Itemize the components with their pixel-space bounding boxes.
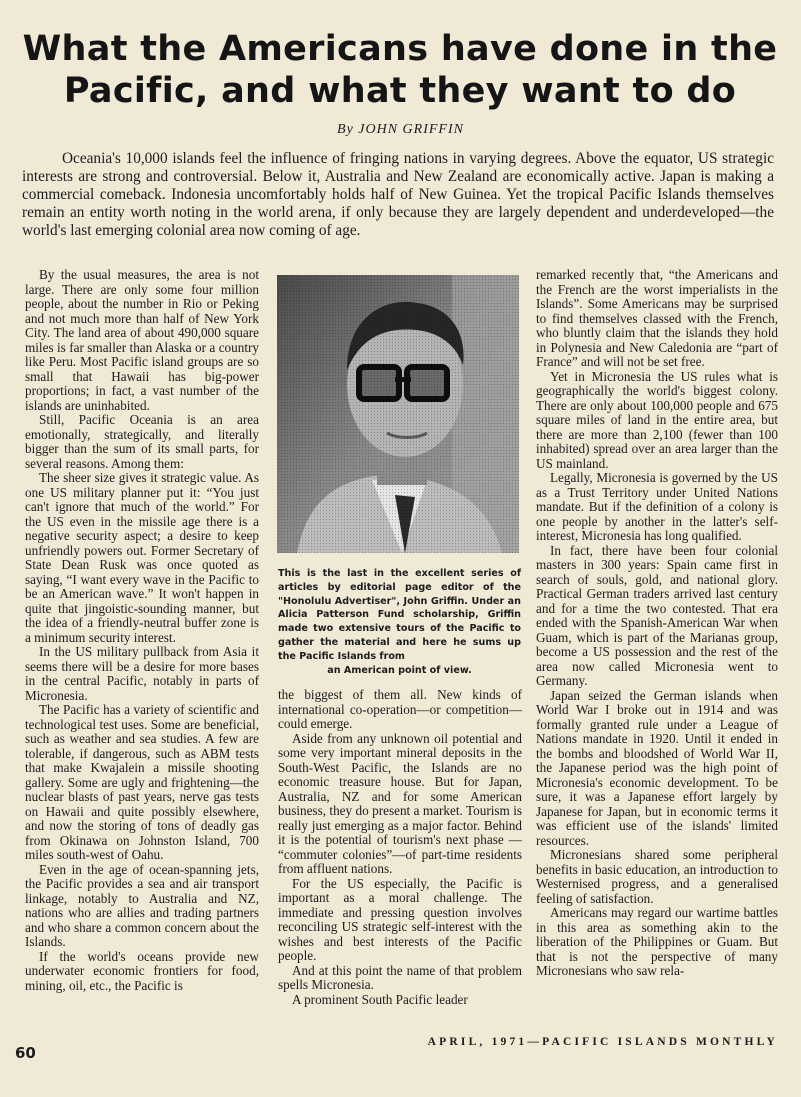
paragraph: In the US military pullback from Asia it seems there will be a desire for more bases in the central Pacific, notably in parts of Micronesia. (25, 644, 259, 703)
paragraph: In fact, there have been four colonial masters in 300 years: Spain came first in search of souls, gold, and national glory. Practical German traders arrived last century and for a time the two contested. That era ended with the Spanish-American War when Guam, which is part of the Marianas group, become a US possession and the rest of the area now called Micronesia went to Germany. (536, 542, 778, 688)
column-1 (25, 268, 259, 1048)
paragraph: Americans may regard our wartime battles in this area as something akin to the liberation of the Philippines or Guam. But that is not the perspective of many Micronesians who saw rela- (536, 905, 778, 978)
column-2 (278, 688, 522, 1048)
paragraph: Micronesians shared some peripheral benefits in basic education, an introduction to Westernised progress, and a generalised feeling of satisfaction. (536, 847, 778, 906)
paragraph: For the US especially, the Pacific is important as a moral challenge. The immediate and pressing question involves reconciling US strategic self-interest with the wishes and best interests of the Pacific people. (278, 875, 522, 963)
photo-caption (278, 567, 521, 677)
paragraph: Even in the age of ocean-spanning jets, the Pacific provides a sea and air transport linkage, notably to Australia and NZ, nations who are allies and trading partners and who share a common concern about the Islands. (25, 861, 259, 949)
article-title: What the Americans have done in the Pacific, and what they want to do (22, 29, 778, 111)
paragraph: If the world's oceans provide new underwater economic frontiers for food, mining, oil, etc., the Pacific is (25, 948, 259, 993)
paragraph: And at this point the name of that problem spells Micronesia. (278, 962, 522, 992)
caption-last-line: an American point of view. (327, 664, 472, 676)
paragraph: Legally, Micronesia is governed by the US as a Trust Territory under United Nations mandate. But if the definition of a colony is one people by another in the latter's self-interest, Micronesia has long qualified. (536, 470, 778, 543)
paragraph: Still, Pacific Oceania is an area emotionally, strategically, and literally bigger than the sum of its small parts, for several reasons. Among them: (25, 412, 259, 471)
paragraph: The Pacific has a variety of scientific and technological test uses. Some are beneficial, such as weather and sea studies. A few are tolerable, if dangerous, such as ABM tests that make Kwajalein a missile shooting gallery. Some are ugly and frightening—the nuclear blasts of past years, nerve gas tests on Hawaii and quite possibly elsewhere, and now the storing of tons of deadly gas from Okinawa on Johnston Island, 700 miles south-west of Oahu. (25, 702, 259, 862)
paragraph: By the usual measures, the area is not large. There are only some four million people, about the number in Rio or Peking and not much more than half of New York City. The land area of about 490,000 square miles is far smaller than Alaska or a country like Peru. Most Pacific island groups are so small that Hawaii has big-power proportions; in fact, a vast number of the islands are uninhabited. (25, 268, 259, 413)
article-intro: Oceania's 10,000 islands feel the influence of fringing nations in varying degrees. Above the equator, US strategic interests are strong and controversial. Below it, Australia and New Zealand are economically active. Japan is making a commercial comeback. Indonesia uncomfortably holds half of New Guinea. Yet the tropical Pacific Islands themselves remain an entity worth noting in the world arena, if only because they are largely dependent and underdeveloped—the world's last emerging colonial area now coming of age. (22, 150, 774, 239)
masthead-footer: APRIL, 1971—PACIFIC ISLANDS MONTHLY (427, 1036, 778, 1048)
caption-text: This is the last in the excellent series of articles by editorial page editor of the "Honolulu Advertiser", John Griffin. Under an Alicia Patterson Fund scholarship, Griffin made two extensive tours of the Pacific to gather the material and here he sums up the Pacific Islands from (278, 568, 521, 662)
paragraph: A prominent South Pacific leader (292, 991, 468, 1007)
column-3 (536, 268, 778, 1048)
paragraph: Aside from any unknown oil potential and some very important mineral deposits in the South-West Pacific, the Islands are no economic treasure house. But for Japan, Australia, NZ and for some American business, they do present a market. Tourism is really just emerging as a major factor. Behind it is the potential of tourism's next phase — “commuter colonies”—of part-time residents from affluent nations. (278, 730, 522, 876)
page-number: 60 (15, 1044, 36, 1062)
paragraph: The sheer size gives it strategic value. As one US military planner put it: “You just can't ignore that much of the world.” For the US even in the missile age there is a negative security aspect; a desire to keep unfriendly powers out. Former Secretary of State Dean Rusk was once quoted as saying, “I want every wave in the Pacific to be an American wave.” It won't happen in quite that jingoistic-sounding manner, but the idea of a friendly-neutral buffer zone is a minimum security interest. (25, 470, 259, 645)
paragraph: remarked recently that, “the Americans and the French are the worst imperialists in the Islands”. Some Americans may be surprised to find themselves classed with the French, who bluntly claim that the islands they hold in Polynesia and New Caledonia are “part of France” and will not be set free. (536, 268, 778, 369)
paragraph: Japan seized the German islands when World War I broke out in 1914 and was formally granted rule under a League of Nations mandate in 1920. Until it ended in the bombs and bloodshed of World War II, the Japanese period was the high point of Micronesia's economic development. To be sure, it was a Japanese effort largely by Japanese for Japan, but in economic terms it was efficient use of the islands' limited resources. (536, 687, 778, 848)
author-photo (277, 275, 519, 553)
byline: By JOHN GRIFFIN (337, 122, 464, 137)
paragraph: Yet in Micronesia the US rules what is geographically the world's biggest colony. There are only about 100,000 people and 675 square miles of land in the entire area, but there are more than 2,100 (fewer than 100 inhabited) spread over an area larger than the US mainland. (536, 368, 778, 471)
paragraph: the biggest of them all. New kinds of international co-operation—or competition—could emerge. (278, 688, 522, 731)
